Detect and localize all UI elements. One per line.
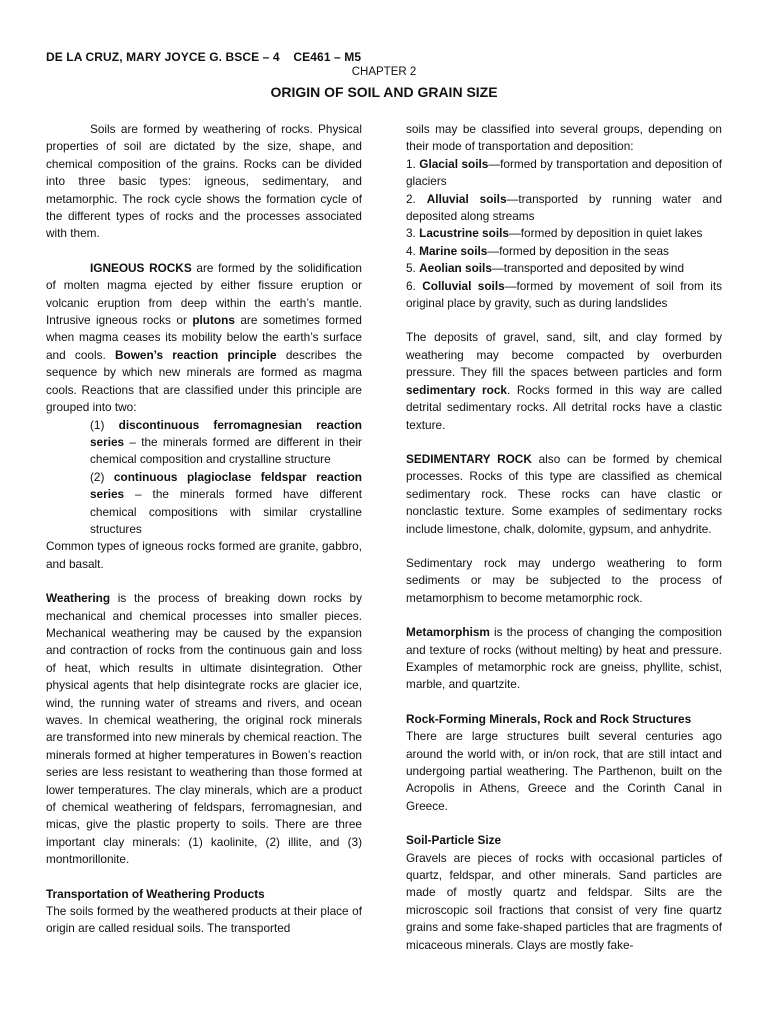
- metamorphism-paragraph: Metamorphism is the process of changing the composition and texture of rocks (without melting) by heat and pressure. Examples of metamorphic rock are gneiss, phyllite, schist, marble, and quartzite.: [406, 625, 722, 692]
- sedimentary-paragraph: SEDIMENTARY ROCK also can be formed by chemical processes. Rocks of this type are classified as chemical sedimentary rock. These rocks can have clastic or nonclastic texture. Some examples of sedimentary rocks include limestone, chalk, dolomite, gypsum, and anhydrite.: [406, 451, 722, 536]
- intro-paragraph: Soils are formed by weathering of rocks. Physical properties of soil are dictated by the size, shape, and chemical composition of the grains. Rocks can be divided into three basic types: igneous, sedimentary, and metamorphic. The rock cycle shows the formation cycle of the different types of rocks and the processes associated with them.: [46, 122, 362, 241]
- list-item: 4. Marine soils—formed by deposition in the seas: [406, 243, 669, 258]
- list-item: (2) continuous plagioclase feldspar reaction series – the minerals formed have different chemical compositions with similar crystalline structures: [90, 469, 363, 536]
- transport-paragraph: The soils formed by the weathered products at their place of origin are called residual soils. The transported: [46, 904, 362, 936]
- list-item: (1) discontinuous ferromagnesian reaction series – the minerals formed are different in their chemical composition and crystalline structure: [90, 417, 362, 467]
- soil-heading: Soil-Particle Size: [406, 833, 502, 848]
- list-item: 6. Colluvial soils—formed by movement of soil from its original place by gravity, such as during landslides: [406, 278, 722, 311]
- continuation-paragraph: soils may be classified into several groups, depending on their mode of transportation and deposition:: [406, 122, 722, 154]
- chapter-label: CHAPTER 2: [351, 66, 417, 78]
- transport-heading: Transportation of Weathering Products: [46, 886, 265, 901]
- igneous-term: IGNEOUS ROCKS: [90, 260, 192, 275]
- sedimentary-paragraph-2: Sedimentary rock may undergo weathering to form sediments or may be subjected to the process of metamorphism to become metamorphic rock.: [406, 555, 722, 605]
- list-item: 3. Lacustrine soils—formed by deposition in quiet lakes: [406, 226, 703, 241]
- weathering-term: Weathering: [46, 591, 111, 606]
- list-item: 5. Aeolian soils—transported and deposited by wind: [406, 261, 685, 276]
- rock-heading: Rock-Forming Minerals, Rock and Rock Structures: [406, 711, 692, 726]
- list-item: 1. Glacial soils—formed by transportation and deposition of glaciers: [406, 156, 722, 189]
- page-title: ORIGIN OF SOIL AND GRAIN SIZE: [270, 84, 498, 100]
- list-item: 2. Alluvial soils—transported by running water and deposited along streams: [406, 191, 722, 224]
- right-column: [406, 121, 722, 954]
- plutons-term: plutons: [192, 313, 235, 328]
- weathering-paragraph: Weathering is the process of breaking down rocks by mechanical and chemical processes into smaller pieces. Mechanical weathering may be caused by the expansion and contraction of rocks from the continuous gain and loss of heat, which results in ultimate disintegration. Other physical agents that help disintegrate rocks are glacier ice, wind, the running water of streams and rivers, and ocean waves. In chemical weathering, the original rock minerals are transformed into new minerals by chemical reaction. The minerals formed at higher temperatures in Bowen’s reaction series are less resistant to weathering than those formed at lower temperatures. The clay minerals, which are a product of chemical weathering of feldspars, ferromagnesian, and micas, give the plastic property to soils. There are three important clay minerals: (1) kaolinite, (2) illite, and (3) montmorillonite.: [46, 591, 362, 867]
- deposits-paragraph: The deposits of gravel, sand, silt, and clay formed by weathering may become compacted by overburden pressure. They fill the spaces between particles and form sedimentary rock. Rocks formed in this way are called detrital sedimentary rocks. All detrital rocks have a clastic texture.: [406, 330, 723, 432]
- igneous-paragraph: IGNEOUS ROCKS are formed by the solidification of molten magma ejected by either fissure eruption or volcanic eruption from deep within the earth’s mantle. Intrusive igneous rocks or plutons are sometimes formed when magma ceases its mobility below the earth’s surface and cools. Bowen’s reaction principle describes the sequence by which new minerals are formed as magma cools. Reactions that are classified under this principle are grouped into two:: [46, 260, 362, 415]
- soil-paragraph: Gravels are pieces of rocks with occasional particles of quartz, feldspar, and other minerals. Sand particles are made of mostly quartz and feldspar. Silts are the microscopic soil fractions that consist of very fine quartz grains and some fake-shaped particles that are fragments of micaceous minerals. Clays are mostly fake-: [406, 850, 722, 952]
- rock-paragraph: There are large structures built several centuries ago around the world with, or in/on rock, that are still intact and undergoing partial weathering. The Parthenon, built on the Acropolis in Athens, Greece and the Corinth Canal in Greece.: [406, 729, 722, 813]
- author-line: DE LA CRUZ, MARY JOYCE G. BSCE – 4 CE461 – M5: [46, 50, 362, 64]
- left-column: [46, 121, 362, 938]
- bowen-term: Bowen’s reaction principle: [115, 347, 277, 362]
- common-rocks-paragraph: Common types of igneous rocks formed are granite, gabbro, and basalt.: [46, 539, 362, 571]
